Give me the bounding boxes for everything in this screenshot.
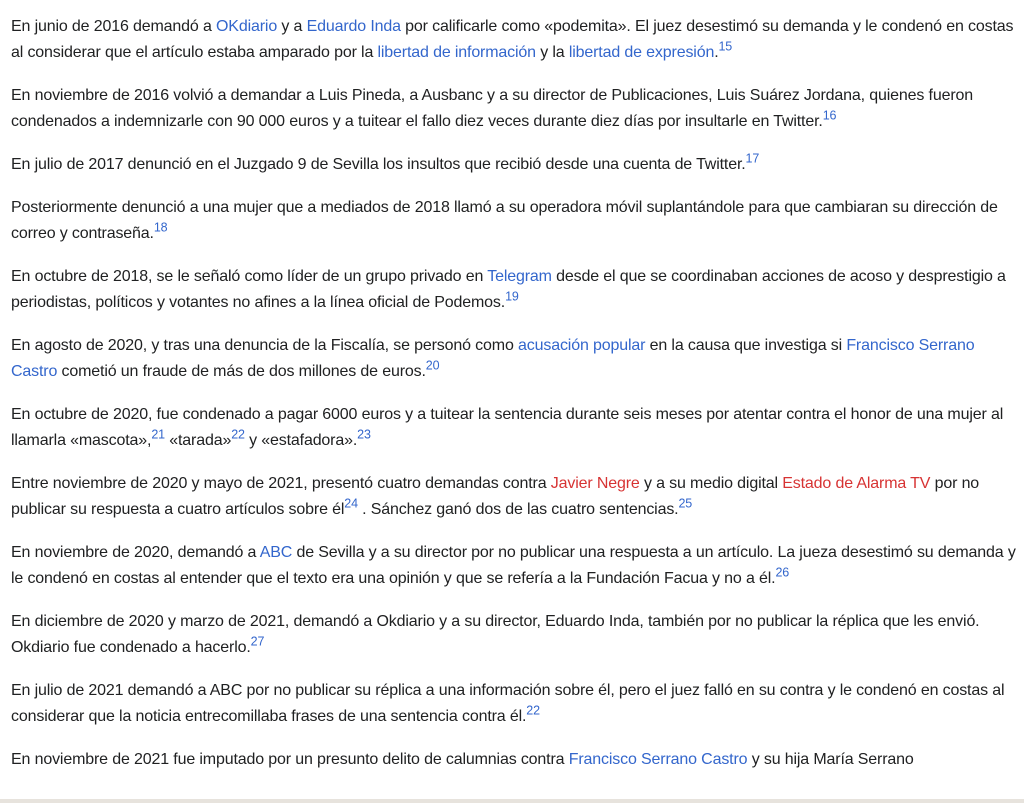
article-paragraph [11,471,1021,523]
wiki-link[interactable]: ABC [259,544,293,561]
wiki-link[interactable]: libertad de información [377,44,536,61]
paragraph-text: En octubre de 2020, fue condenado a pagar 6000 euros y a tuitear la sentencia durante seis meses por atentar contra el honor de una mujer al llamarla «mascota», [11,406,1004,449]
paragraph-text: En noviembre de 2016 volvió a demandar a Luis Pineda, a Ausbanc y a su director de Publicaciones, Luis Suárez Jordana, quienes fueron condenados a indemnizarle con 90 000 euros y a tuitear el fallo diez veces durante diez días por insultarle en Twitter. [11,87,974,130]
paragraph-text: «tarada» [164,432,232,449]
paragraph-text: por calificarle como «podemita». El juez desestimó su demanda y le condenó en costas al considerar que el artículo estaba amparado por la [11,18,1014,61]
article-paragraph [11,333,1021,385]
paragraph-text: . Sánchez ganó dos de las cuatro sentencias. [357,501,679,518]
paragraph-text: En noviembre de 2020, demandó a [11,544,260,561]
reference-link[interactable]: 26 [775,565,790,580]
paragraph-text: En octubre de 2018, se le señaló como líder de un grupo privado en [11,268,488,285]
reference-link[interactable]: 20 [425,358,440,373]
wiki-link[interactable]: Eduardo Inda [306,18,401,35]
wiki-link[interactable]: Francisco Serrano Castro [11,337,975,380]
paragraph-text: Entre noviembre de 2020 y mayo de 2021, presentó cuatro demandas contra [11,475,551,492]
reference-link[interactable]: 24 [344,496,358,511]
reference-link[interactable]: 17 [745,151,760,166]
paragraph-text: y su hija María Serrano [747,751,914,768]
paragraph-text: y a [277,18,307,35]
paragraph-text: por no publicar su respuesta a cuatro artículos sobre él [11,475,980,518]
reference-link[interactable]: 16 [822,108,837,123]
reference-link[interactable]: 22 [231,427,245,442]
article-paragraph [11,14,1021,66]
reference-link[interactable]: 27 [250,634,265,649]
article-paragraph [11,152,1021,178]
redlink[interactable]: Javier Negre [550,475,640,492]
article-paragraph [11,747,1021,773]
article-paragraph [11,402,1021,454]
paragraph-text: En agosto de 2020, y tras una denuncia de la Fiscalía, se personó como [11,337,519,354]
article-paragraph [11,678,1021,730]
article-paragraph [11,264,1021,316]
paragraph-text: cometió un fraude de más de dos millones de euros. [57,363,426,380]
reference-link[interactable]: 19 [505,289,519,304]
paragraph-text: En diciembre de 2020 y marzo de 2021, demandó a Okdiario y a su director, Eduardo Inda, también por no publicar la réplica que les envió. Okdiario fue condenado a hacerlo. [11,613,980,656]
wiki-link[interactable]: acusación popular [518,337,646,354]
reference-link[interactable]: 25 [678,496,693,511]
paragraph-text: desde el que se coordinaban acciones de acoso y desprestigio a periodistas, políticos y votantes no afines a la línea oficial de Podemos. [11,268,1006,311]
reference-link[interactable]: 15 [718,39,733,54]
paragraph-text: En julio de 2021 demandó a ABC por no publicar su réplica a una información sobre él, pero el juez falló en su contra y le condenó en costas al considerar que la noticia entrecomillaba frases de una sentencia contra él. [11,682,1005,725]
article-paragraph [11,83,1021,135]
reference-link[interactable]: 21 [151,427,165,442]
article-paragraph [11,609,1021,661]
paragraph-text: y la [535,44,569,61]
bottom-scroll-edge [0,799,1024,803]
paragraph-text: Posteriormente denunció a una mujer que a mediados de 2018 llamó a su operadora móvil suplantándole para que cambiaran su dirección de correo y contraseña. [11,199,998,242]
reference-link[interactable]: 22 [526,703,540,718]
wiki-link[interactable]: Francisco Serrano Castro [568,751,748,768]
paragraph-text: y a su medio digital [639,475,783,492]
paragraph-text: En junio de 2016 demandó a [11,18,217,35]
paragraph-text: En noviembre de 2021 fue imputado por un presunto delito de calumnias contra [11,751,569,768]
paragraph-text: de Sevilla y a su director por no publicar una respuesta a un artículo. La jueza desestimó su demanda y le condenó en costas al entender que el texto era una opinión y que se refería a la Fundación Facua y no a él. [11,544,1016,587]
wiki-link[interactable]: OKdiario [216,18,278,35]
article-paragraph [11,540,1021,592]
reference-link[interactable]: 18 [153,220,168,235]
article-body [11,14,1021,790]
paragraph-text: en la causa que investiga si [645,337,847,354]
redlink[interactable]: Estado de Alarma TV [782,475,931,492]
article-paragraph [11,195,1021,247]
paragraph-text: y «estafadora». [244,432,358,449]
paragraph-text: En julio de 2017 denunció en el Juzgado 9 de Sevilla los insultos que recibió desde una cuenta de Twitter. [11,156,746,173]
reference-link[interactable]: 23 [357,427,371,442]
wiki-link[interactable]: Telegram [487,268,552,285]
paragraph-text: . [714,44,719,61]
wiki-link[interactable]: libertad de expresión [568,44,715,61]
